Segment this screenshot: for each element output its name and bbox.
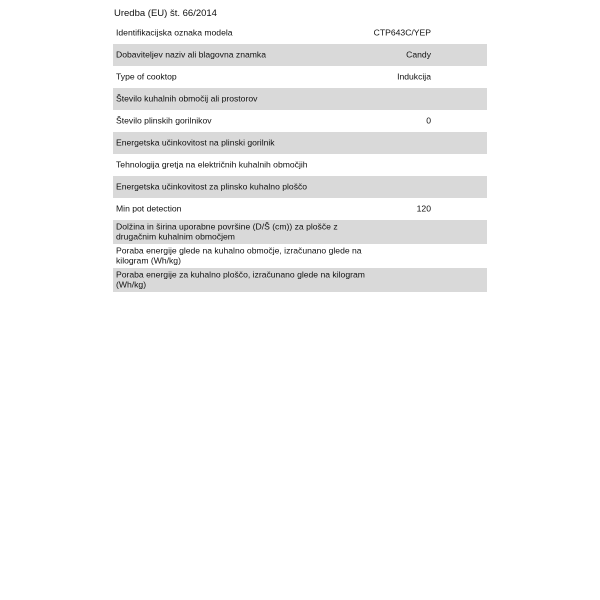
spec-value: Indukcija [397, 71, 431, 82]
spec-row-model-id [113, 22, 487, 44]
spec-label: Type of cooktop [116, 71, 177, 82]
spec-row-gas-burner-efficiency [113, 132, 487, 154]
spec-label: Poraba energije za kuhalno ploščo, izračunano glede na kilogram (Wh/kg) [116, 269, 365, 289]
spec-value: 120 [416, 203, 431, 214]
product-spec-table [113, 22, 487, 292]
spec-row-cooking-zones [113, 88, 487, 110]
spec-label: Min pot detection [116, 203, 182, 214]
spec-label: Energetska učinkovitost na plinski gorilnik [116, 137, 275, 148]
spec-row-hob-energy-consumption [113, 268, 487, 292]
spec-row-usable-surface-size [113, 220, 487, 244]
spec-value: CTP643C/YEP [373, 27, 431, 38]
spec-row-heating-technology [113, 154, 487, 176]
spec-label: Energetska učinkovitost za plinsko kuhalno ploščo [116, 181, 308, 192]
spec-row-brand [113, 44, 487, 66]
spec-row-gas-hob-efficiency [113, 176, 487, 198]
spec-row-min-pot-detection [113, 198, 487, 220]
spec-row-cooktop-type [113, 66, 487, 88]
spec-label: Število kuhalnih območij ali prostorov [116, 93, 258, 104]
spec-label: Dolžina in širina uporabne površine (D/Š (cm)) za plošče z drugačnim kuhalnim območjem [116, 221, 338, 241]
spec-label: Identifikacijska oznaka modela [116, 27, 233, 38]
spec-value: 0 [426, 115, 431, 126]
spec-label: Število plinskih gorilnikov [116, 115, 212, 126]
regulation-reference: Uredba (EU) št. 66/2014 [114, 8, 217, 19]
spec-label: Tehnologija gretja na električnih kuhalnih območjih [116, 159, 308, 170]
spec-row-gas-burners [113, 110, 487, 132]
spec-row-zone-energy-consumption [113, 244, 487, 268]
spec-label: Poraba energije glede na kuhalno območje, izračunano glede na kilogram (Wh/kg) [116, 245, 362, 265]
spec-value: Candy [406, 49, 431, 60]
spec-label: Dobavitelјev naziv ali blagovna znamka [116, 49, 266, 60]
